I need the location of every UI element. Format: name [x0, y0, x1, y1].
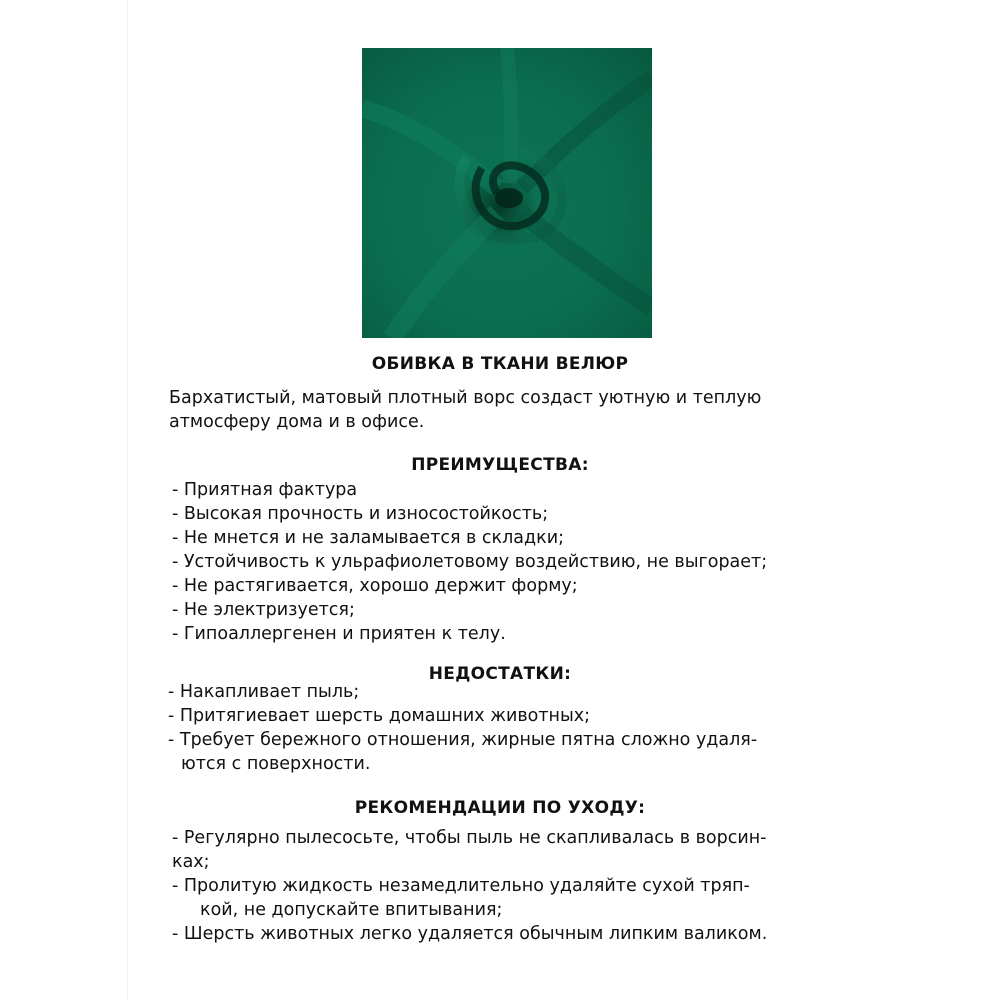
list-item: [172, 874, 767, 922]
list-item: - Притягиевает шерсть домашних животных;: [168, 706, 591, 726]
disadvantages-list: [168, 680, 757, 776]
list-item: - Шерсть животных легко удаляется обычным липким валиком.: [172, 924, 768, 944]
intro-line: Бархатистый, матовый плотный ворс создаст уютную и теплую: [169, 388, 762, 408]
intro-paragraph: [169, 386, 761, 434]
disadvantages-heading: НЕДОСТАТКИ:: [428, 664, 572, 684]
page-title: ОБИВКА В ТКАНИ ВЕЛЮР: [371, 354, 629, 374]
list-item: [172, 826, 767, 874]
list-item-line: кой, не допускайте впитывания;: [200, 900, 503, 920]
list-item: - Накапливает пыль;: [168, 682, 360, 702]
advantages-list: [172, 478, 767, 646]
care-list: [172, 826, 767, 946]
velour-fabric-photo: [362, 48, 652, 338]
list-item: - Приятная фактура: [172, 480, 358, 500]
list-item-line: - Регулярно пылесосьте, чтобы пыль не скапливалась в ворсин-: [172, 828, 767, 848]
list-item: - Не мнется и не заламывается в складки;: [172, 528, 564, 548]
list-item-line: - Пролитую жидкость незамедлительно удаляйте сухой тряп-: [172, 876, 750, 896]
list-item-line: ются с поверхности.: [181, 754, 371, 774]
advantages-heading: ПРЕИМУЩЕСТВА:: [411, 455, 589, 475]
intro-line: атмосферу дома и в офисе.: [169, 412, 425, 432]
list-item: - Гипоаллергенен и приятен к телу.: [172, 624, 506, 644]
list-item-line: ках;: [172, 852, 210, 872]
list-item: - Не растягивается, хорошо держит форму;: [172, 576, 578, 596]
list-item: - Не электризуется;: [172, 600, 355, 620]
care-heading: РЕКОМЕНДАЦИИ ПО УХОДУ:: [354, 798, 646, 818]
list-item-line: - Требует бережного отношения, жирные пятна сложно удаля-: [168, 730, 758, 750]
list-item: - Высокая прочность и износостойкость;: [172, 504, 549, 524]
fabric-swirl-image: [362, 48, 652, 338]
list-item: [168, 728, 757, 776]
page-edge-line: [127, 0, 128, 1000]
list-item: - Устойчивость к ульрафиолетовому воздействию, не выгорает;: [172, 552, 768, 572]
